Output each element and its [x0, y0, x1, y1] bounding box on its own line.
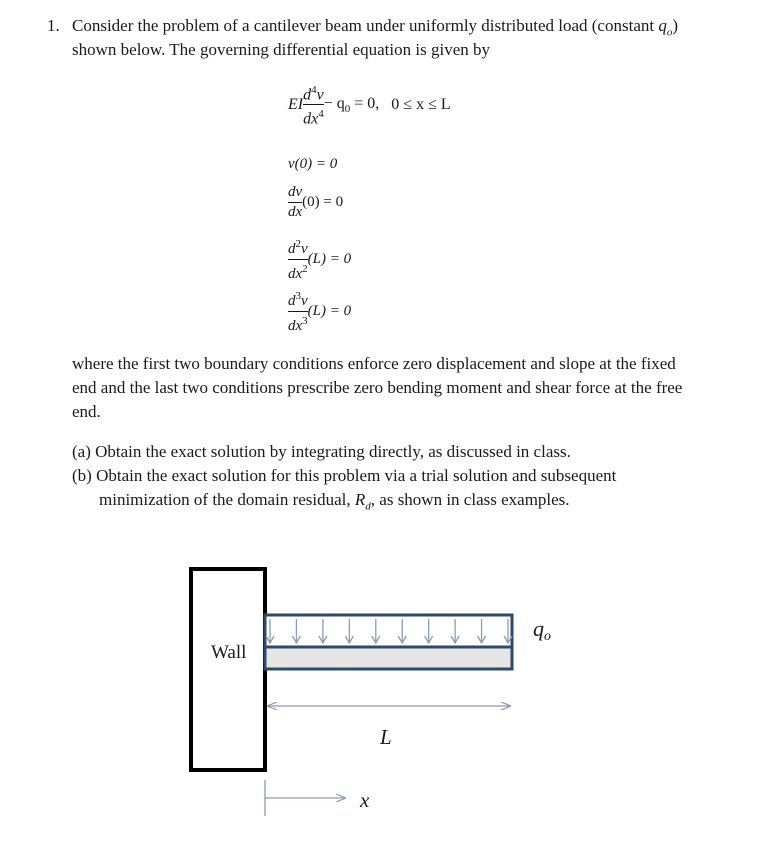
residual-symbol: R [354, 490, 366, 509]
problem-number: 1. [47, 16, 60, 35]
x-axis-label: x [360, 788, 370, 812]
bc4-den-sup: 3 [302, 315, 308, 327]
bc3-rest: (L) = 0 [307, 251, 352, 267]
explanation-line-2: end and the last two conditions prescribe zero bending moment and shear force at the free [72, 378, 683, 397]
load-label [533, 616, 551, 644]
bc2-rest: (0) = 0 [302, 194, 344, 210]
beam [265, 647, 512, 669]
bc3-num-d: d [288, 241, 296, 257]
bc4-den-dx: dx [288, 318, 303, 334]
load-symbol-sub: o [666, 26, 673, 39]
ge-num-var: v [316, 86, 324, 104]
part-b-line-1: (b) Obtain the exact solution for this problem via a trial solution and subsequent [72, 466, 617, 485]
residual-symbol-sub: d [365, 500, 371, 513]
ge-domain: 0 ≤ x ≤ L [391, 95, 451, 113]
part-b-line-2-pre: minimization of the domain residual, [99, 490, 355, 509]
ge-minus-q: − q [323, 94, 345, 112]
ge-num-sup: 4 [311, 84, 317, 96]
part-a: (a) Obtain the exact solution by integrating directly, as discussed in class. [72, 442, 571, 461]
load-label-q: q [533, 616, 544, 641]
ge-num-d: d [303, 86, 312, 104]
load-symbol: q [658, 16, 667, 35]
explanation-line-3: end. [72, 402, 101, 421]
bc1-text: v(0) = 0 [288, 156, 338, 172]
bc2-den: dx [288, 204, 303, 220]
ei-term: EI [288, 95, 304, 113]
problem-text-line-2: shown below. The governing differential equation is given by [72, 40, 490, 59]
ge-equals-zero: = 0, [350, 94, 380, 112]
distributed-load-region [265, 615, 512, 647]
bc4-num-d: d [288, 293, 296, 309]
ge-den-dx: dx [303, 110, 319, 128]
bc3-den-sup: 2 [302, 263, 308, 275]
wall-label: Wall [211, 642, 247, 663]
explanation-line-1: where the first two boundary conditions enforce zero displacement and slope at the fixed [72, 354, 676, 373]
bc2-num: dv [288, 184, 303, 200]
bc3-num-var: v [301, 241, 308, 257]
bc3-den-dx: dx [288, 266, 303, 282]
ge-den-sup: 4 [318, 108, 324, 121]
bc4-num-var: v [301, 293, 308, 309]
load-label-sub: o [544, 629, 551, 644]
bc4-num-sup: 3 [295, 290, 301, 302]
length-label: L [380, 725, 392, 749]
bc3-num-sup: 2 [295, 238, 301, 250]
problem-text-line-1-end: ) [672, 16, 679, 35]
ge-q-sub: 0 [344, 102, 351, 115]
wall [191, 569, 265, 770]
problem-text-line-1-main: Consider the problem of a cantilever beam under uniformly distributed load (constant [72, 16, 659, 35]
bc4-rest: (L) = 0 [307, 303, 352, 319]
part-b-line-2-post: , as shown in class examples. [370, 490, 570, 509]
